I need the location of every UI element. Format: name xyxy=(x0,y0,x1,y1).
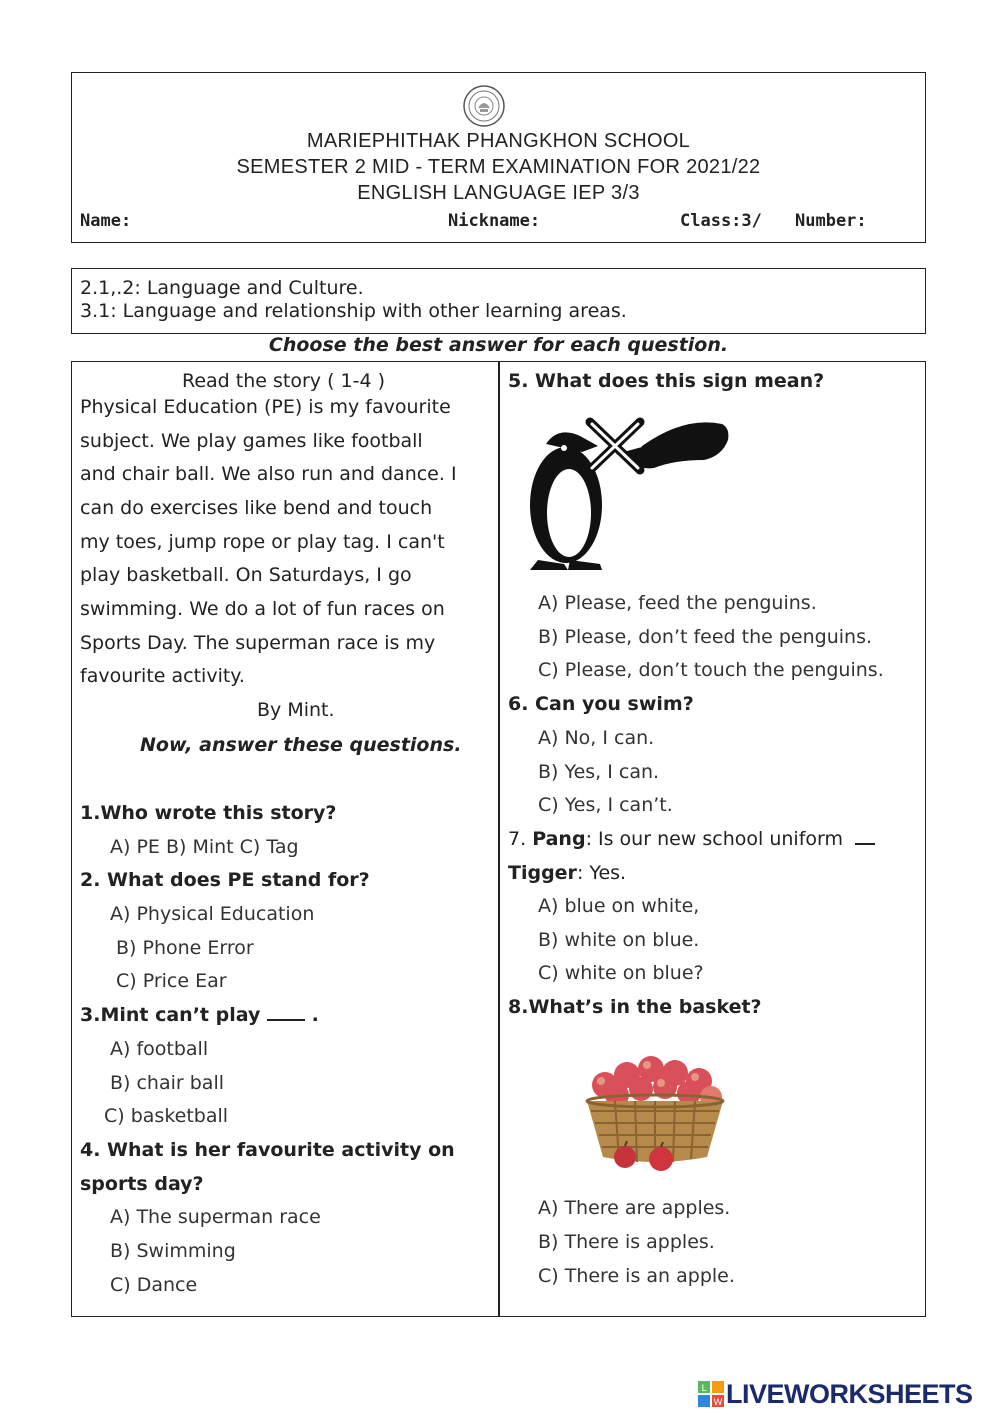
standard-item: 2.1,.2: Language and Culture. xyxy=(80,277,364,299)
question-3 xyxy=(80,1003,319,1027)
instruction: Choose the best answer for each question. xyxy=(268,334,729,356)
no-feeding-penguin-sign-icon xyxy=(524,410,734,570)
question-2-option-b[interactable]: B) Phone Error xyxy=(116,937,254,959)
question-3-option-c[interactable]: C) basketball xyxy=(104,1105,229,1127)
answer-blank xyxy=(855,829,875,845)
question-8-option-b[interactable]: B) There is apples. xyxy=(538,1231,715,1253)
question-4-option-c[interactable]: C) Dance xyxy=(110,1274,198,1296)
story-line: play basketball. On Saturdays, I go xyxy=(80,564,412,586)
subject-title: ENGLISH LANGUAGE IEP 3/3 xyxy=(357,182,640,204)
question-6: 6. Can you swim? xyxy=(508,693,694,715)
question-7-option-c[interactable]: C) white on blue? xyxy=(538,962,704,984)
speaker-tigger: Tigger xyxy=(508,862,577,884)
story-line: swimming. We do a lot of fun races on xyxy=(80,598,445,620)
question-1-options[interactable]: A) PE B) Mint C) Tag xyxy=(110,836,299,858)
question-7-line-1 xyxy=(508,827,875,851)
question-6-option-c[interactable]: C) Yes, I can’t. xyxy=(538,794,673,816)
question-7-reply: : Yes. xyxy=(576,862,627,884)
name-field-label: Name: xyxy=(80,211,132,231)
answer-blank xyxy=(267,1005,305,1021)
story-line: and chair ball. We also run and dance. I xyxy=(80,463,457,485)
story-line: Sports Day. The superman race is my xyxy=(80,632,436,654)
question-3-option-a[interactable]: A) football xyxy=(110,1038,209,1060)
question-5: 5. What does this sign mean? xyxy=(508,370,825,392)
question-8: 8.What’s in the basket? xyxy=(508,996,762,1018)
question-2: 2. What does PE stand for? xyxy=(80,869,370,891)
apple-basket-icon xyxy=(575,1045,735,1175)
story-line: favourite activity. xyxy=(80,665,245,687)
nickname-field-label: Nickname: xyxy=(448,211,541,231)
question-2-option-a[interactable]: A) Physical Education xyxy=(110,903,315,925)
question-4-option-a[interactable]: A) The superman race xyxy=(110,1206,321,1228)
question-6-option-b[interactable]: B) Yes, I can. xyxy=(538,761,660,783)
exam-title: SEMESTER 2 MID - TERM EXAMINATION FOR 2021/22 xyxy=(236,156,761,178)
question-6-option-a[interactable]: A) No, I can. xyxy=(538,727,655,749)
question-1: 1.Who wrote this story? xyxy=(80,802,337,824)
story-line: Physical Education (PE) is my favourite xyxy=(80,396,451,418)
number-field-label: Number: xyxy=(795,211,867,231)
question-7-option-b[interactable]: B) white on blue. xyxy=(538,929,700,951)
question-4-line-2: sports day? xyxy=(80,1173,204,1195)
story-title: Read the story ( 1-4 ) xyxy=(182,370,386,392)
brand-name: LIVEWORKSHEETS xyxy=(726,1379,973,1409)
question-5-option-b[interactable]: B) Please, don’t feed the penguins. xyxy=(538,626,873,648)
column-divider xyxy=(498,361,500,1317)
question-5-option-a[interactable]: A) Please, feed the penguins. xyxy=(538,592,817,614)
liveworksheets-logo-icon xyxy=(698,1381,724,1407)
question-7-option-a[interactable]: A) blue on white, xyxy=(538,895,700,917)
question-5-option-c[interactable]: C) Please, don’t touch the penguins. xyxy=(538,659,884,681)
school-seal-icon xyxy=(462,84,506,128)
questions-prompt: Now, answer these questions. xyxy=(140,734,462,756)
story-line: my toes, jump rope or play tag. I can't xyxy=(80,531,445,553)
question-7-text: : Is our new school uniform xyxy=(585,828,843,850)
question-3-option-b[interactable]: B) chair ball xyxy=(110,1072,225,1094)
question-2-option-c[interactable]: C) Price Ear xyxy=(116,970,227,992)
story-line: can do exercises like bend and touch xyxy=(80,497,433,519)
logo-letter: W xyxy=(713,1398,723,1407)
question-3-suffix: . xyxy=(311,1004,319,1026)
story-author: By Mint. xyxy=(257,699,335,721)
question-3-text: 3.Mint can’t play xyxy=(80,1004,261,1026)
question-4-option-b[interactable]: B) Swimming xyxy=(110,1240,236,1262)
question-7-number: 7. xyxy=(508,828,527,850)
logo-letter: L xyxy=(701,1384,707,1394)
question-8-option-c[interactable]: C) There is an apple. xyxy=(538,1265,735,1287)
standard-item: 3.1: Language and relationship with other learning areas. xyxy=(80,300,627,322)
question-4-line-1: 4. What is her favourite activity on xyxy=(80,1139,455,1161)
question-7-line-2 xyxy=(508,861,626,885)
story-line: subject. We play games like football xyxy=(80,430,423,452)
class-field-label: Class:3/ xyxy=(680,211,762,231)
speaker-pang: Pang xyxy=(532,828,586,850)
question-8-option-a[interactable]: A) There are apples. xyxy=(538,1197,731,1219)
school-name: MARIEPHITHAK PHANGKHON SCHOOL xyxy=(306,130,691,152)
